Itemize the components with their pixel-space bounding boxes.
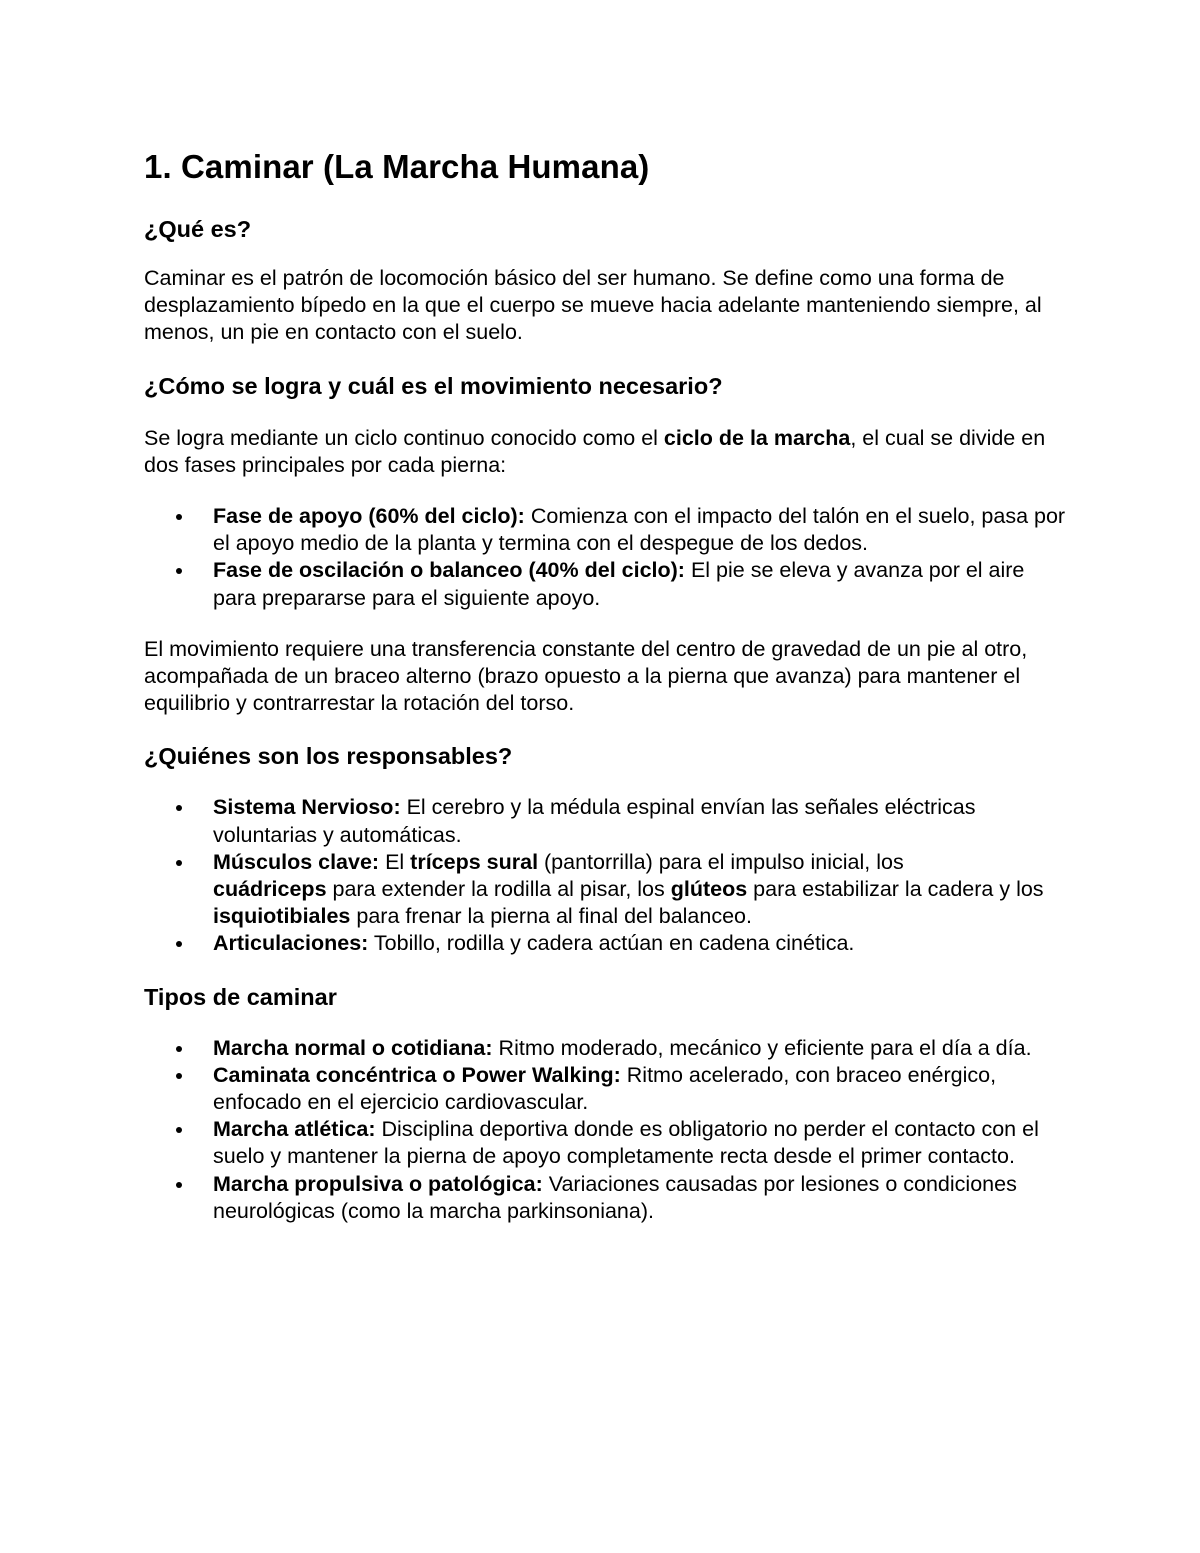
list-item <box>144 1062 1069 1116</box>
list-responsables <box>144 794 1069 957</box>
list-item <box>144 1035 1069 1062</box>
list-item-label: Músculos clave: <box>213 849 380 874</box>
list-item-text: El pie se eleva y avanza por el aire para prepararse para el siguiente apoyo. <box>213 558 1025 610</box>
list-fases <box>144 503 1069 612</box>
list-item-label: Fase de apoyo (60% del ciclo): <box>213 504 525 529</box>
list-item-label: Marcha normal o cotidiana: <box>213 1035 493 1060</box>
list-item-text: Tobillo, rodilla y cadera actúan en cadena cinética. <box>368 931 855 956</box>
list-item <box>144 557 1069 611</box>
list-item-text: Comienza con el impacto del talón en el suelo, pasa por el apoyo medio de la planta y termina con el despegue de los dedos. <box>213 504 1066 556</box>
heading-que-es: ¿Qué es? <box>144 216 252 242</box>
paragraph-que-es: Caminar es el patrón de locomoción básico del ser humano. Se define como una forma de desplazamiento bípedo en la que el cuerpo se mueve hacia adelante manteniendo siempre, al menos, un pie en contacto con el suelo. <box>144 266 1042 345</box>
heading-quienes: ¿Quiénes son los responsables? <box>144 743 513 770</box>
list-item <box>144 1116 1069 1170</box>
list-item-text: Ritmo acelerado, con braceo enérgico, enfocado en el ejercicio cardiovascular. <box>213 1062 997 1115</box>
list-item: Músculos clave: El tríceps sural (pantorrilla) para el impulso inicial, los cuádriceps para extender la rodilla al pisar, los glúteos para estabilizar la cadera y los isquiotibiales para frenar la pierna al final del balanceo. <box>144 849 1069 931</box>
document-title: 1. Caminar (La Marcha Humana) <box>144 148 650 185</box>
list-item-label: Caminata concéntrica o Power Walking: <box>213 1062 621 1087</box>
list-item <box>144 1171 1069 1225</box>
list-tipos <box>144 1035 1069 1225</box>
list-item-label: Marcha atlética: <box>213 1117 376 1142</box>
list-item-label: Sistema Nervioso: <box>213 795 401 820</box>
list-item-text: Variaciones causadas por lesiones o condiciones neurológicas (como la marcha parkinsoniana). <box>213 1171 1017 1223</box>
list-item <box>144 930 1069 957</box>
list-item-text: Ritmo moderado, mecánico y eficiente para el día a día. <box>492 1035 1032 1060</box>
list-item-label: Articulaciones: <box>213 931 369 956</box>
paragraph-movimiento: El movimiento requiere una transferencia constante del centro de gravedad de un pie al otro, acompañada de un braceo alterno (brazo opuesto a la pierna que avanza) para mantener el equilibrio y contrarrestar la rotación del torso. <box>144 636 1028 716</box>
list-item <box>144 794 1069 848</box>
list-item-text: Disciplina deportiva donde es obligatorio no perder el contacto con el suelo y mantener la pierna de apoyo completamente recta desde el primer contacto. <box>213 1117 1039 1169</box>
list-item-text: El cerebro y la médula espinal envían las señales eléctricas voluntarias y automáticas. <box>213 795 976 847</box>
heading-como: ¿Cómo se logra y cuál es el movimiento necesario? <box>144 372 723 399</box>
document-page <box>144 140 1069 1225</box>
paragraph-ciclo-marcha: Se logra mediante un ciclo continuo conocido como el ciclo de la marcha, el cual se divide en dos fases principales por cada pierna: <box>144 425 1046 477</box>
bold-ciclo-marcha: ciclo de la marcha <box>663 425 851 450</box>
heading-tipos: Tipos de caminar <box>144 983 337 1010</box>
list-item-label: Marcha propulsiva o patológica: <box>213 1171 543 1196</box>
list-item-label: Fase de oscilación o balanceo (40% del ciclo): <box>213 558 685 583</box>
list-item <box>144 503 1069 557</box>
